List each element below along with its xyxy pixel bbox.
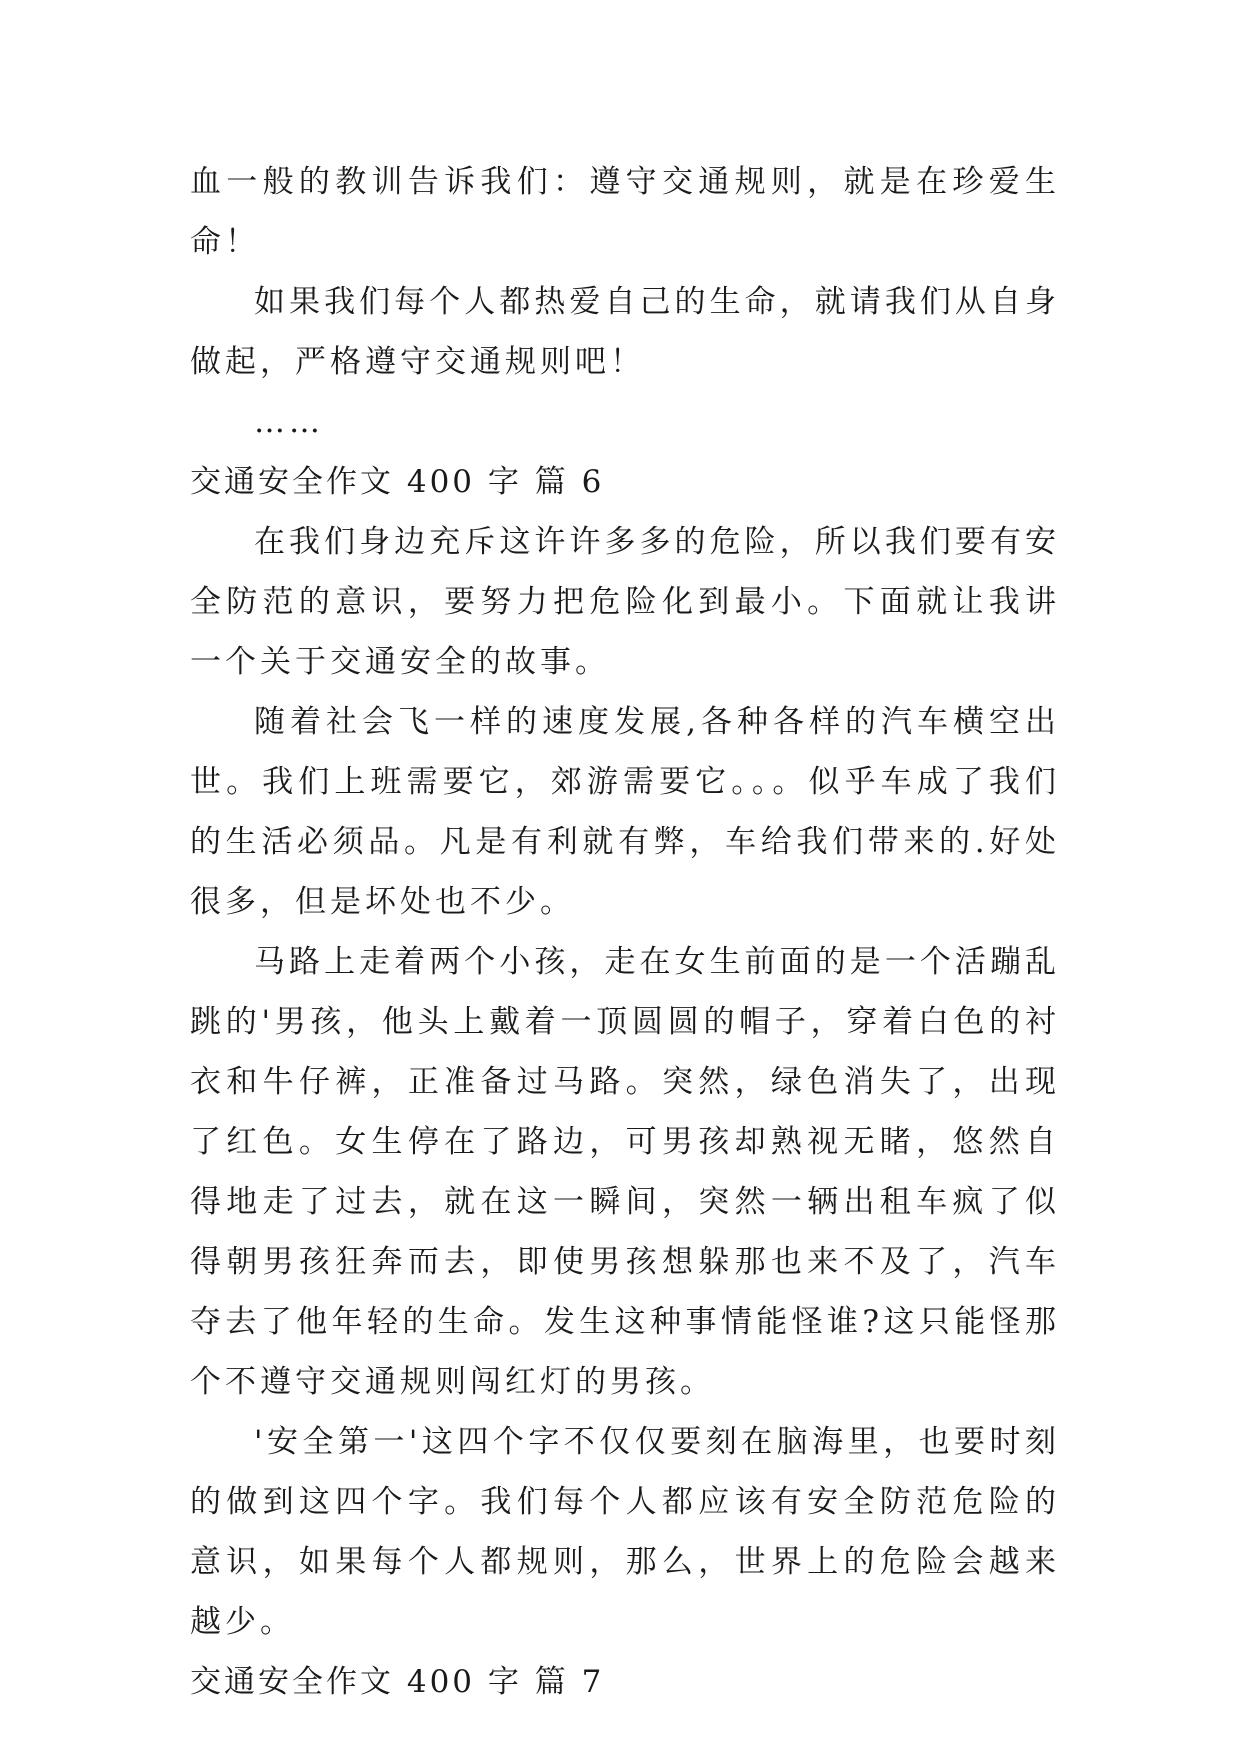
paragraph: 随着社会飞一样的速度发展,各种各样的汽车横空出世。我们上班需要它，郊游需要它。。。似乎车成了我们的生活必须品。凡是有利就有弊，车给我们带来的.好处很多，但是坏处也不少。 <box>190 704 1060 920</box>
paragraph-continuation: 血一般的教训告诉我们：遵守交通规则，就是在珍爱生命！ <box>190 164 1060 260</box>
section-heading-6: 交通安全作文 400 字 篇 6 <box>190 464 605 500</box>
paragraph: 如果我们每个人都热爱自己的生命，就请我们从自身做起，严格遵守交通规则吧！ <box>190 284 1060 380</box>
paragraph: '安全第一'这四个字不仅仅要刻在脑海里，也要时刻的做到这四个字。我们每个人都应该有安全防范危险的意识，如果每个人都规则，那么，世界上的危险会越来越少。 <box>190 1424 1060 1640</box>
document-page <box>190 152 1060 1712</box>
section-heading-7: 交通安全作文 400 字 篇 7 <box>190 1664 605 1700</box>
paragraph: 马路上走着两个小孩，走在女生前面的是一个活蹦乱跳的'男孩，他头上戴着一顶圆圆的帽子，穿着白色的衬衣和牛仔裤，正准备过马路。突然，绿色消失了，出现了红色。女生停在了路边，可男孩却熟视无睹，悠然自得地走了过去，就在这一瞬间，突然一辆出租车疯了似得朝男孩狂奔而去，即使男孩想躲那也来不及了，汽车夺去了他年轻的生命。发生这种事情能怪谁?这只能怪那个不遵守交通规则闯红灯的男孩。 <box>190 944 1060 1400</box>
ellipsis-paragraph: …… <box>254 404 324 440</box>
paragraph: 在我们身边充斥这许许多多的危险，所以我们要有安全防范的意识，要努力把危险化到最小。下面就让我讲一个关于交通安全的故事。 <box>190 524 1060 680</box>
